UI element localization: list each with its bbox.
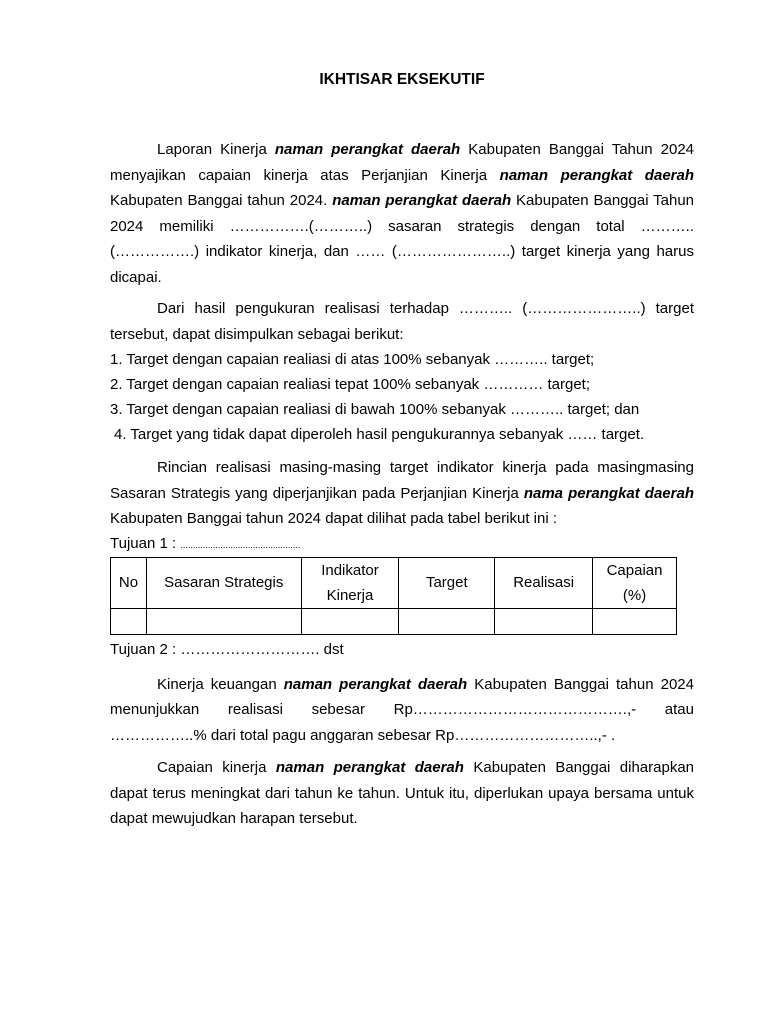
- table-cell: [301, 608, 399, 634]
- table-header-target: Target: [399, 557, 495, 608]
- list-item: 2. Target dengan capaian realiasi tepat 100% sebanyak ………… target;: [110, 376, 591, 393]
- list-item: 4. Target yang tidak dapat diperoleh hasil pengukurannya sebanyak …… target.: [114, 426, 645, 443]
- tujuan-1-label: [110, 532, 694, 557]
- intro-text-a: Laporan Kinerja: [157, 141, 275, 158]
- closing-text-a: Capaian kinerja: [157, 759, 276, 776]
- table-cell: [495, 608, 593, 634]
- table-row: [111, 608, 677, 634]
- intro-org-name-1: naman perangkat daerah: [274, 141, 461, 158]
- paragraph-finance: [110, 672, 694, 749]
- table-header-capaian: Capaian (%): [593, 557, 677, 608]
- closing-org-name: naman perangkat daerah: [275, 759, 464, 776]
- table-cell: [399, 608, 495, 634]
- table-header-no: No: [111, 557, 147, 608]
- finance-text-a: Kinerja keuangan: [157, 675, 284, 693]
- details-org-name: nama perangkat daerah: [523, 484, 694, 502]
- results-list: [110, 347, 694, 447]
- intro-org-name-2: naman perangkat daerah: [499, 166, 694, 184]
- finance-text-c: Kabupaten Banggai tahun 2024 menunjukkan realisasi sebesar Rp…………………………………….,- atau ……………..% dari total pagu anggaran sebesar Rp………………………..,- .: [110, 675, 694, 744]
- tujuan-2-label: Tujuan 2 : ………………………. dst: [110, 640, 344, 658]
- intro-text-e: Kabupaten Banggai tahun 2024.: [110, 192, 333, 209]
- list-item: 1. Target dengan capaian realiasi di atas 100% sebanyak ……….. target;: [110, 351, 595, 368]
- list-item: 3. Target dengan capaian realiasi di bawah 100% sebanyak ……….. target; dan: [110, 401, 640, 418]
- paragraph-details: [110, 455, 694, 532]
- finance-org-name: naman perangkat daerah: [283, 675, 468, 693]
- paragraph-closing: [110, 755, 694, 832]
- tujuan-1-dots: ................................................: [180, 539, 301, 550]
- details-text-c: Kabupaten Banggai tahun 2024 dapat dilihat pada tabel berikut ini :: [110, 510, 558, 527]
- table-header-indikator: Indikator Kinerja: [301, 557, 399, 608]
- table-cell: [593, 608, 677, 634]
- table-cell: [146, 608, 301, 634]
- intro-text-c: Kabupaten Banggai Tahun 2024 menyajikan capaian kinerja atas Perjanjian Kinerja: [110, 141, 695, 184]
- table-header-realisasi: Realisasi: [495, 557, 593, 608]
- closing-text-c: Kabupaten Banggai diharapkan dapat terus meningkat dari tahun ke tahun. Untuk itu, diperlukan upaya bersama untuk dapat mewujudkan harapan tersebut.: [110, 759, 695, 827]
- intro-org-name-3: naman perangkat daerah: [332, 192, 512, 209]
- table-cell: [111, 608, 147, 634]
- table-header-row: [111, 557, 677, 608]
- paragraph-intro: [110, 137, 694, 290]
- document-content: [110, 70, 694, 832]
- details-text-a: Rincian realisasi masing-masing target indikator kinerja pada masingmasing Sasaran Strategis yang diperjanjikan pada Perjanjian Kinerja: [110, 459, 694, 502]
- table-header-sasaran: Sasaran Strategis: [146, 557, 301, 608]
- paragraph-measurement: Dari hasil pengukuran realisasi terhadap ……….. (…………………..) target tersebut, dapat disimpulkan sebagai berikut:: [110, 300, 694, 343]
- target-table: [110, 557, 677, 635]
- intro-text-g: Kabupaten Banggai Tahun 2024 memiliki …………….(………..) sasaran strategis dengan total ……….. (…………….) indikator kinerja, dan …… (…………………..) target kinerja yang harus dicapai.: [110, 192, 695, 286]
- tujuan-1-text: Tujuan 1 :: [110, 534, 181, 552]
- page-title: IKHTISAR EKSEKUTIF: [319, 71, 485, 88]
